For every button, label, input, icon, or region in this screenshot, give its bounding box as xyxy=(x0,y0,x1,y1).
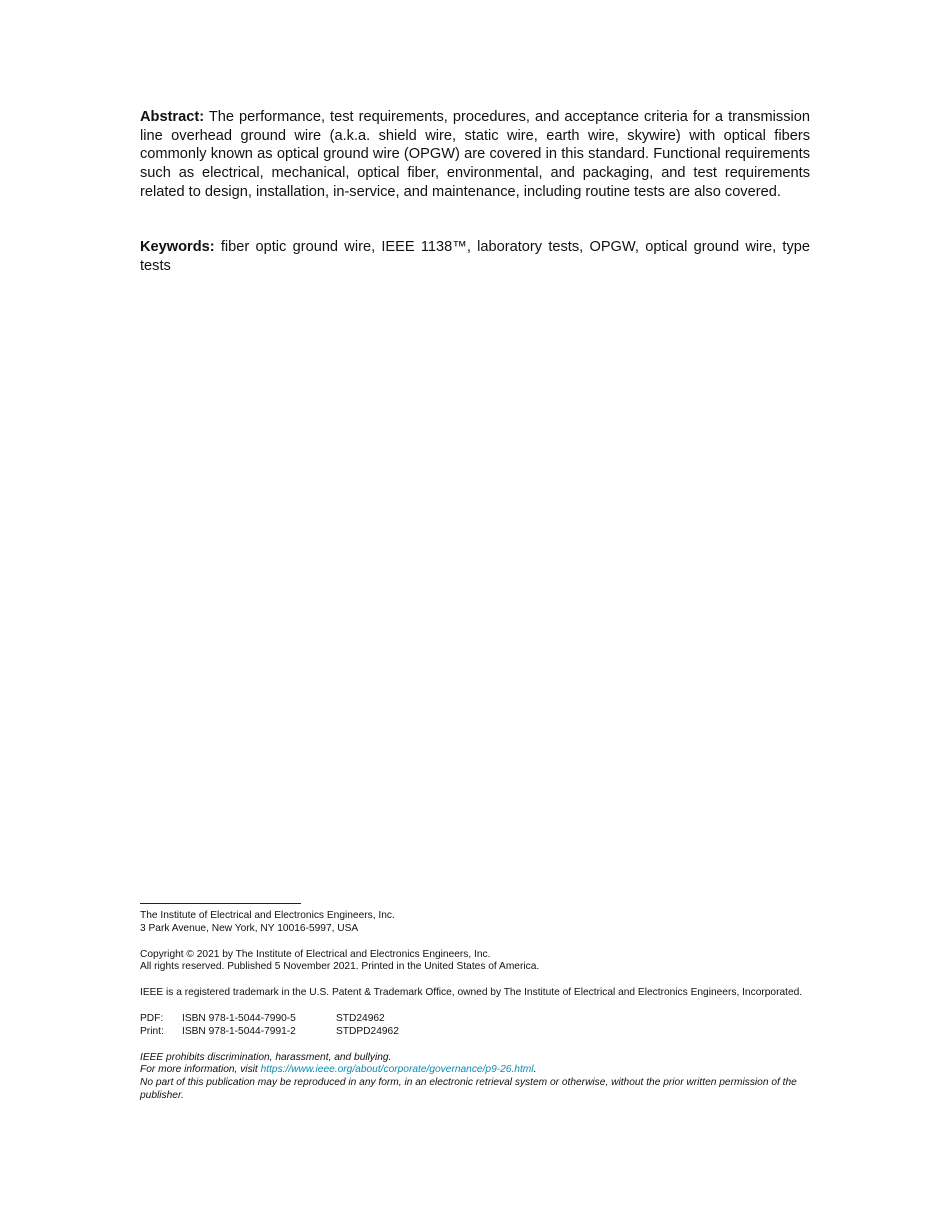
keywords-label: Keywords: xyxy=(140,239,215,255)
more-info-suffix: . xyxy=(533,1064,537,1076)
rights-line: All rights reserved. Published 5 November 2021. Printed in the United States of America. xyxy=(140,961,540,973)
more-info-prefix: For more information, visit xyxy=(140,1064,261,1076)
abstract-paragraph xyxy=(140,108,810,202)
isbn-row-pdf xyxy=(140,1013,399,1026)
publisher-name: The Institute of Electrical and Electronics Engineers, Inc. xyxy=(140,910,395,921)
keywords-text: fiber optic ground wire, IEEE 1138™, laboratory tests, OPGW, optical ground wire, type tests xyxy=(140,239,810,274)
publisher-block xyxy=(140,910,812,936)
isbn-format: Print: xyxy=(140,1025,164,1037)
publisher-address: 3 Park Avenue, New York, NY 10016-5997, USA xyxy=(140,922,359,934)
copyright-line: Copyright © 2021 by The Institute of Electrical and Electronics Engineers, Inc. xyxy=(140,948,491,960)
abstract-text: The performance, test requirements, procedures, and acceptance criteria for a transmission line overhead ground wire (a.k.a. shield wire, static wire, earth wire, skywire) with optical fibers commonly known as optical ground wire (OPGW) are covered in this standard. Functional requirements such as electrical, mechanical, optical fiber, environmental, and packaging, and test requirements related to design, installation, in-service, and maintenance, including routine tests are also covered. xyxy=(140,109,810,200)
abstract-label: Abstract: xyxy=(140,109,205,125)
trademark-notice: IEEE is a registered trademark in the U.S. Patent & Trademark Office, owned by The Institute of Electrical and Electronics Engineers, Incorporated. xyxy=(140,987,803,999)
policy-line: IEEE prohibits discrimination, harassment, and bullying. xyxy=(140,1051,392,1063)
isbn-stock-number: STD24962 xyxy=(336,1012,385,1024)
copyright-footer xyxy=(140,910,812,1116)
isbn-number: ISBN 978-1-5044-7991-2 xyxy=(182,1025,296,1037)
keywords-paragraph xyxy=(140,238,810,275)
isbn-row-print xyxy=(140,1026,399,1039)
copyright-block xyxy=(140,949,812,975)
policy-link[interactable]: https://www.ieee.org/about/corporate/governance/p9-26.html xyxy=(260,1064,534,1076)
policy-notice xyxy=(140,1052,812,1103)
isbn-format: PDF: xyxy=(140,1012,164,1024)
isbn-table xyxy=(140,1013,399,1039)
isbn-number: ISBN 978-1-5044-7990-5 xyxy=(182,1012,296,1024)
isbn-stock-number: STDPD24962 xyxy=(336,1025,399,1037)
reproduction-notice: No part of this publication may be reproduced in any form, in an electronic retrieval system or otherwise, without the prior written permission of the publisher. xyxy=(140,1077,797,1101)
footer-divider xyxy=(140,903,301,904)
